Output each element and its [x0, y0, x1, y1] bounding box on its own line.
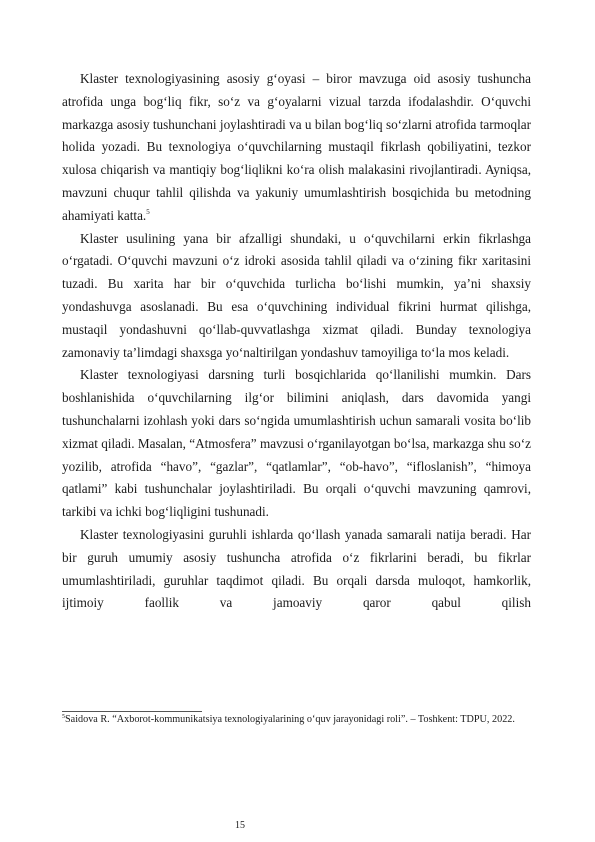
- paragraph-2: Klaster usulining yana bir afzalligi shundaki, u o‘quvchilarni erkin fikrlashga o‘rgatadi. O‘quvchi mavzuni o‘z idroki asosida tahlil qiladi va o‘zining fikr xaritasini tuzadi. Bu xarita har bir o‘quvchida turlicha bo‘lishi mumkin, ya’ni shaxsiy yondashuvga asoslanadi. Bu esa o‘quvchining individual fikrini hurmat qilishga, mustaqil yondashuvni qo‘llab-quvvatlashga xizmat qiladi. Bunday texnologiya zamonaviy ta’limdagi shaxsga yo‘naltirilgan yondashuv tamoyiliga to‘la mos keladi.: [62, 230, 531, 360]
- footnote-marker: 5: [62, 714, 65, 720]
- footnote-text: Saidova R. “Axborot-kommunikatsiya texnologiyalarining o‘quv jarayonidagi roli”. – Toshkent: TDPU, 2022.: [65, 714, 515, 725]
- page-body: [62, 68, 531, 615]
- footnote-separator: [62, 711, 202, 712]
- paragraph-3: Klaster texnologiyasi darsning turli bosqichlarida qo‘llanilishi mumkin. Dars boshlanishida o‘quvchilarning ilg‘or bilimini aniqlash, dars davomida yangi tushunchalarni izohlash yoki dars so‘ngida umumlashtirish uchun samarali vosita bo‘lib xizmat qiladi. Masalan, “Atmosfera” mavzusi o‘rganilayotgan bo‘lsa, markazga shu so‘z yozilib, atrofida “havo”, “gazlar”, “qatlamlar”, “ob-havo”, “ifloslanish”, “himoya qatlami” kabi tushunchalar joylashtiriladi. Bu orqali o‘quvchi mavzuning qamrovi, tarkibi va ichki bog‘liqligini tushunadi.: [62, 367, 531, 520]
- page-number: 15: [235, 820, 245, 831]
- paragraph-1: [62, 68, 531, 228]
- footnote: [62, 713, 531, 727]
- paragraph-1-text: Klaster texnologiyasining asosiy g‘oyasi – biror mavzuga oid asosiy tushuncha atrofida unga bog‘liq fikr, so‘z va g‘oyalarni vizual tarzda ifodalashdir. O‘quvchi markazga asosiy tushunchani joylashtiradi va u bilan bog‘liq so‘zlarni atrofida tarmoqlar holida yozadi. Bu texnologiya o‘quvchilarning mustaqil fikrlash qobiliyatini, tezkor xulosa chiqarish va mantiqiy bog‘liqlikni ko‘ra olish malakasini rivojlantiradi. Ayniqsa, mavzuni chuqur tahlil qilishda va yakuniy umumlashtirish bosqichida bu metodning ahamiyati katta.: [62, 71, 531, 223]
- footnote-reference: 5: [146, 207, 150, 216]
- paragraph-4: Klaster texnologiyasini guruhli ishlarda qo‘llash yanada samarali natija beradi. Har bir guruh umumiy asosiy tushuncha atrofida o‘z fikrlarini beradi, bu fikrlar umumlashtiriladi, guruhlar taqdimot qiladi. Bu orqali darsda muloqot, hamkorlik, ijtimoiy faollik va jamoaviy qaror qabul qilish: [62, 526, 531, 611]
